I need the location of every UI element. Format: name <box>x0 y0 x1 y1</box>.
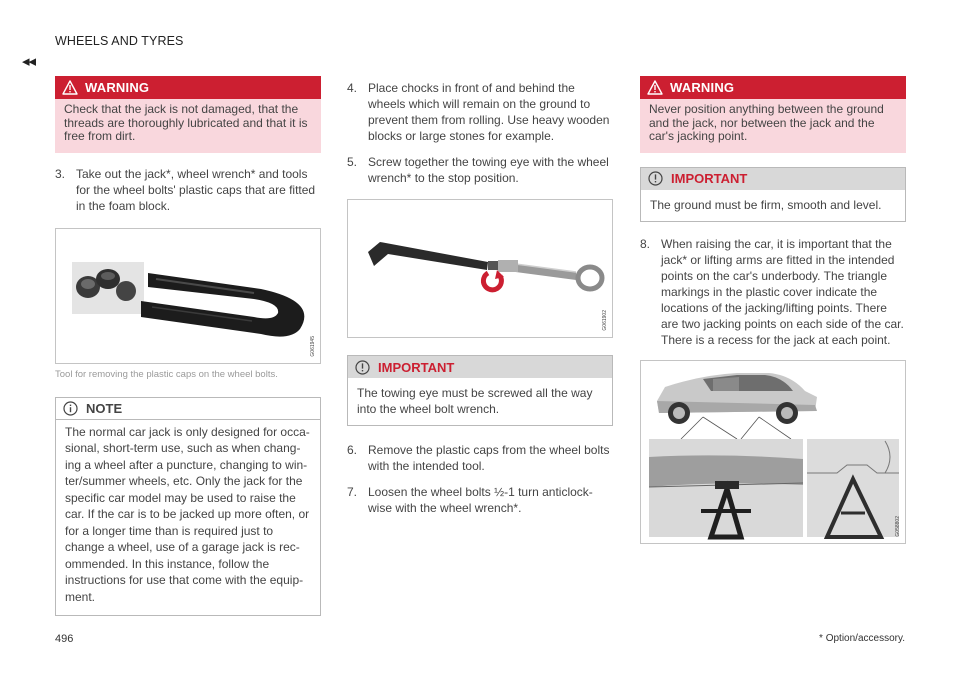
warning-title: WARNING <box>670 80 735 95</box>
important-header <box>641 168 905 190</box>
warning-text: Never position anything between the ground and the jack, nor between the jack and the car's jacking point. <box>640 99 906 153</box>
jacking-points-illustration <box>641 361 906 544</box>
step-number: 6. <box>347 443 358 457</box>
step-5 <box>347 154 613 186</box>
column-1 <box>55 76 321 616</box>
column-3 <box>640 76 906 544</box>
note-title: NOTE <box>86 400 123 416</box>
warning-triangle-icon <box>647 80 663 95</box>
figure-caption: Tool for removing the plastic caps on the wheel bolts. <box>55 368 278 380</box>
footnote: * Option/accessory. <box>819 633 905 644</box>
step-text: Screw together the towing eye with the wheel wrench* to the stop position. <box>368 155 609 185</box>
step-text: Loosen the wheel bolts ½-1 turn anticlock-wise with the wheel wrench*. <box>368 485 593 515</box>
column-2 <box>347 80 613 516</box>
step-text: Remove the plastic caps from the wheel bolts with the intended tool. <box>368 443 610 473</box>
important-title: IMPORTANT <box>671 171 748 186</box>
step-text: Take out the jack*, wheel wrench* and tools for the wheel bolts' plastic caps that are fitted in the foam block. <box>76 166 316 213</box>
page-number: 496 <box>55 633 74 645</box>
towing-eye-wrench-illustration <box>348 200 613 338</box>
step-4 <box>347 80 613 144</box>
figure-code: G061902 <box>602 310 608 331</box>
step-number: 4. <box>347 81 358 95</box>
warning-triangle-icon <box>62 80 78 95</box>
warning-title: WARNING <box>85 80 150 95</box>
important-exclamation-icon <box>648 171 663 186</box>
warning-header <box>640 76 906 99</box>
important-box <box>347 355 613 426</box>
step-text: When raising the car, it is important that the jack* or lifting arms are fitted in the intended points on the car's underbody. The triangle markings in the plastic cover indicate the locations of the jacking/lifting points. There are two jacking points on each side of the car. There is a recess for the jack at each point. <box>661 236 904 347</box>
important-title: IMPORTANT <box>378 359 455 375</box>
important-box <box>640 167 906 222</box>
step-6 <box>347 442 613 474</box>
step-8 <box>640 236 906 348</box>
warning-header <box>55 76 321 99</box>
section-title: WHEELS AND TYRES <box>55 34 184 48</box>
figure-cap-removal-tool <box>55 228 321 364</box>
important-text: The ground must be firm, smooth and level. <box>650 197 882 212</box>
important-exclamation-icon <box>355 360 370 375</box>
step-number: 3. <box>55 166 66 181</box>
cap-removal-tool-illustration <box>56 229 321 364</box>
important-header <box>348 356 612 378</box>
step-7 <box>347 484 613 516</box>
step-3 <box>55 166 321 214</box>
figure-code: G058802 <box>895 515 901 537</box>
figure-jacking-points <box>640 360 906 544</box>
warning-text: Check that the jack is not damaged, that the threads are thoroughly lubricated and that it is free from dirt. <box>55 99 321 153</box>
important-text: The towing eye must be screwed all the way into the wheel bolt wrench. <box>357 386 593 416</box>
warning-box <box>640 76 906 153</box>
info-icon <box>63 401 78 416</box>
step-number: 7. <box>347 485 358 499</box>
step-number: 5. <box>347 155 358 169</box>
figure-code: G061945 <box>310 335 316 357</box>
note-box <box>55 397 321 617</box>
figure-towing-eye-wrench <box>347 199 613 338</box>
warning-box <box>55 76 321 153</box>
step-text: Place chocks in front of and behind the wheels which will remain on the ground to prevent them from rolling. Use heavy wooden blocks or large stones for example. <box>368 81 610 143</box>
step-number: 8. <box>640 236 651 251</box>
note-header <box>56 398 320 420</box>
note-text: The normal car jack is only designed for occa-sional, short-term use, such as when chang-ing a wheel after a puncture, changing to win-ter/summer wheels, etc. Only the jack for the specific car model may be used to raise the car. If the car is to be jacked up more often, or for a longer time than is required just to change a wheel, use of a garage jack is rec-ommended. In this instance, follow the instructions for use that come with the equip-ment. <box>65 424 310 604</box>
continued-from-previous-icon: ◂◂ <box>22 53 36 70</box>
